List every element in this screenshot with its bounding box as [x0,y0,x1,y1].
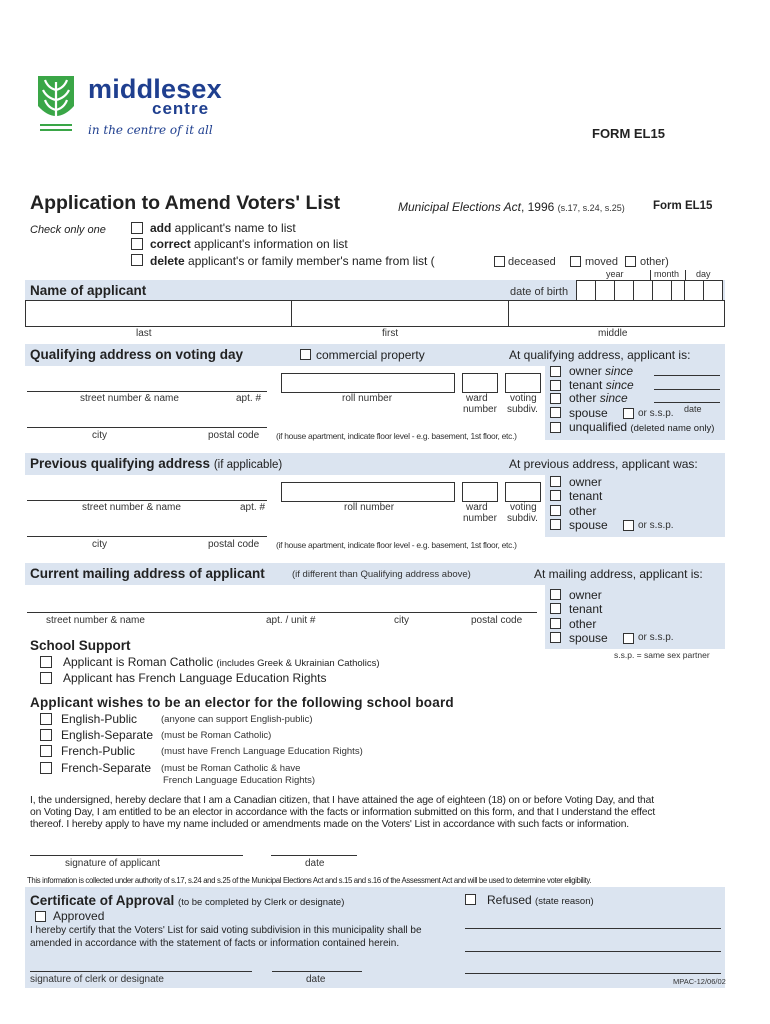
logo [36,74,226,142]
first-label: first [382,328,399,339]
m-ssp-label: or s.s.p. [638,632,674,643]
p-ssp-label: or s.s.p. [638,520,674,531]
mailing-apt-label: apt. / unit # [266,615,316,626]
applicant-date-label: date [305,858,325,869]
act-name: Municipal Elections Act [398,200,521,214]
approved-label: Approved [53,909,105,923]
q-ssp-checkbox[interactable] [623,408,634,419]
previous-subdiv-input[interactable] [505,482,541,502]
collection-notice: This information is collected under authority of s.17, s.24 and s.25 of the Municipal Elections Act and s.15 and s.16 of the Assessment Act and will be used to determine voter eligibility. [27,876,592,885]
applicant-signature-label: signature of applicant [65,858,161,869]
previous-status-heading: At previous address, applicant was: [509,457,698,471]
mailing-note: (if different than Qualifying address above) [292,569,471,580]
qualifying-ward-input[interactable] [462,373,498,393]
mailing-street-label: street number & name [46,615,145,626]
board-french-public-note: (must have French Language Education Rights) [161,746,363,757]
qualifying-roll-label: roll number [342,393,393,404]
qualifying-street-line [27,391,267,392]
certificate-text-2: amended in accordance with the statement of facts or information contained herein. [30,938,400,949]
check-only-one-label: Check only one [30,224,106,236]
qualifying-street-label: street number & name [80,393,179,404]
board-english-public: English-Public [61,712,138,726]
p-owner-label: owner [569,475,602,489]
p-other-checkbox[interactable] [550,505,561,516]
previous-street-label: street number & name [82,502,181,513]
p-other-label: other [569,504,597,518]
q-tenant-checkbox[interactable] [550,380,561,391]
m-ssp-checkbox[interactable] [623,633,634,644]
q-tenant-label: tenant since [569,378,634,392]
refused-reason-line-1[interactable] [465,928,721,929]
leaf-icon [36,74,76,136]
roman-catholic-label: Applicant is Roman Catholic (includes Greek & Ukrainian Catholics) [63,655,380,669]
form-ref: Form EL15 [653,200,713,212]
mailing-postal-label: postal code [471,615,523,626]
add-checkbox[interactable] [131,222,143,234]
q-date-label: date [684,404,702,414]
action-add: add applicant's name to list [150,221,296,235]
french-rights-label: Applicant has French Language Education Rights [63,671,327,685]
dob-month-label: month [654,269,680,279]
m-other-checkbox[interactable] [550,618,561,629]
dob-digit-box[interactable] [703,280,723,301]
refused-checkbox[interactable] [465,894,476,905]
mailing-heading: Current mailing address of applicant [30,566,265,581]
ssp-definition: s.s.p. = same sex partner [614,650,710,660]
moved-checkbox[interactable] [570,256,581,267]
q-spouse-checkbox[interactable] [550,407,561,418]
q-unqualified-checkbox[interactable] [550,422,561,433]
declaration-line-3: thereof. I hereby apply to have my name included or amendments made on the Voters' List in accordance with such facts or information. [30,819,630,830]
correct-checkbox[interactable] [131,238,143,250]
certificate-text-1: I hereby certify that the Voters' List for said voting subdivision in this municipality shall be [30,925,422,936]
qualifying-city-label: city [92,430,107,441]
clerk-date-line[interactable] [272,971,362,972]
previous-city-label: city [92,539,107,550]
qualifying-ward-label: ward [466,393,488,404]
school-heading: School Support [30,638,131,653]
dob-digit-box[interactable] [614,280,634,301]
dob-digit-box[interactable] [684,280,704,301]
clerk-signature-label: signature of clerk or designate [30,974,164,985]
previous-heading: Previous qualifying address (if applicable) [30,456,283,471]
refused-label: Refused (state reason) [487,893,594,907]
previous-city-line [27,536,267,537]
q-tenant-since-line [654,389,720,390]
p-tenant-label: tenant [569,489,603,503]
refused-reason-line-3[interactable] [465,973,721,974]
deceased-label: deceased [508,256,556,268]
board-english-public-note: (anyone can support English-public) [161,714,313,725]
board-heading: Applicant wishes to be an elector for the following school board [30,695,454,710]
name-heading: Name of applicant [30,283,147,298]
m-other-label: other [569,617,597,631]
dob-day-field[interactable] [684,280,724,301]
delete-checkbox[interactable] [131,254,143,266]
previous-number-label: number [463,513,497,524]
mailing-status-heading: At mailing address, applicant is: [534,567,703,581]
p-spouse-label: spouse [569,518,608,532]
qualifying-heading: Qualifying address on voting day [30,347,244,362]
act-year: , 1996 [520,200,555,214]
m-spouse-label: spouse [569,631,608,645]
commercial-property-label: commercial property [316,348,425,362]
applicant-signature-line[interactable] [30,855,243,856]
qualifying-number-label: number [463,404,497,415]
qualifying-city-line [27,427,267,428]
p-owner-checkbox[interactable] [550,476,561,487]
last-label: last [136,328,152,339]
approved-checkbox[interactable] [35,911,46,922]
board-english-separate-checkbox[interactable] [40,729,52,741]
middle-label: middle [598,328,628,339]
declaration-line-1: I, the undersigned, hereby declare that I am a Canadian citizen, that I have attained the age of eighteen (18) on or before Voting Day, and that [30,795,654,806]
dob-digit-box[interactable] [595,280,615,301]
dob-label: date of birth [510,286,569,298]
board-english-public-checkbox[interactable] [40,713,52,725]
moved-label: moved [585,256,619,268]
q-owner-label: owner since [569,364,634,378]
dob-digit-box[interactable] [576,280,596,301]
previous-voting-label: voting [510,502,537,513]
p-spouse-checkbox[interactable] [550,519,561,530]
qualifying-postal-label: postal code [208,430,260,441]
commercial-property-checkbox[interactable] [300,349,311,360]
previous-ward-input[interactable] [462,482,498,502]
dob-digit-box[interactable] [652,280,672,301]
qualifying-subdiv-input[interactable] [505,373,541,393]
m-owner-checkbox[interactable] [550,589,561,600]
qualifying-apt-label: apt. # [236,393,262,404]
previous-apt-label: apt. # [240,502,266,513]
dob-divider [685,270,686,280]
m-tenant-checkbox[interactable] [550,603,561,614]
action-delete: delete applicant's or family member's name from list ( [150,254,435,268]
previous-postal-label: postal code [208,539,260,550]
logo-tagline: in the centre of it all [88,123,213,137]
q-owner-checkbox[interactable] [550,366,561,377]
q-other-checkbox[interactable] [550,393,561,404]
p-tenant-checkbox[interactable] [550,490,561,501]
act-reference [398,200,625,214]
certificate-heading: Certificate of Approval (to be completed by Clerk or designate) [30,893,345,908]
m-tenant-label: tenant [569,602,603,616]
board-french-separate-note-cont: French Language Education Rights) [163,775,316,786]
board-french-public: French-Public [61,744,136,758]
board-english-separate: English-Separate [61,728,154,742]
p-ssp-checkbox[interactable] [623,520,634,531]
previous-ward-label: ward [466,502,488,513]
action-correct: correct applicant's information on list [150,237,348,251]
last-name-input[interactable] [25,300,292,327]
declaration-line-2: on Voting Day, I am entitled to be an elector in accordance with the facts or information submitted on this form, and that I understand the effect [30,807,656,818]
previous-roll-label: roll number [344,502,395,513]
q-other-label: other since [569,391,628,405]
dob-digit-box[interactable] [633,280,653,301]
m-spouse-checkbox[interactable] [550,632,561,643]
qualifying-status-heading: At qualifying address, applicant is: [509,348,691,362]
clerk-signature-line[interactable] [30,971,252,972]
first-name-input[interactable] [291,300,509,327]
applicant-date-line[interactable] [271,855,357,856]
mailing-city-label: city [394,615,409,626]
other-checkbox[interactable] [625,256,636,267]
dob-day-label: day [696,269,711,279]
form-number: MPAC-12/06/02 [673,977,726,986]
act-sections: (s.17, s.24, s.25) [557,203,625,213]
q-other-since-line [654,402,720,403]
qualifying-voting-label: voting [510,393,537,404]
previous-street-line [27,500,267,501]
other-label: other) [640,256,669,268]
french-rights-checkbox[interactable] [40,672,52,684]
board-english-separate-note: (must be Roman Catholic) [161,730,272,741]
q-spouse-label: spouse [569,406,608,420]
board-french-separate: French-Separate [61,761,152,775]
dob-divider [650,270,651,280]
qualifying-subdiv-label: subdiv. [507,404,538,415]
page-title: Application to Amend Voters' List [30,192,341,214]
board-french-separate-checkbox[interactable] [40,762,52,774]
refused-reason-line-2[interactable] [465,951,721,952]
q-ssp-label: or s.s.p. [638,408,674,419]
clerk-date-label: date [306,974,326,985]
logo-wordmark-2: centre [152,99,210,118]
mailing-address-line [27,612,537,613]
m-owner-label: owner [569,588,602,602]
previous-floor-note: (if house apartment, indicate floor level - e.g. basement, 1st floor, etc.) [276,540,517,550]
logo-wordmark: middlesex [88,74,222,104]
mailing-address-input[interactable] [27,588,537,612]
deceased-checkbox[interactable] [494,256,505,267]
middle-name-input[interactable] [508,300,725,327]
q-owner-since-line [654,375,720,376]
previous-roll-input[interactable] [281,482,455,502]
qualifying-roll-input[interactable] [281,373,455,393]
board-french-separate-note: (must be Roman Catholic & have [161,763,301,774]
dob-year-field[interactable] [576,280,656,301]
q-unqualified-label: unqualified (deleted name only) [569,420,715,434]
qualifying-floor-note: (if house apartment, indicate floor level - e.g. basement, 1st floor, etc.) [276,431,517,441]
roman-catholic-checkbox[interactable] [40,656,52,668]
board-french-public-checkbox[interactable] [40,745,52,757]
previous-subdiv-label: subdiv. [507,513,538,524]
form-code-top: FORM EL15 [592,126,665,141]
dob-year-label: year [606,269,624,279]
